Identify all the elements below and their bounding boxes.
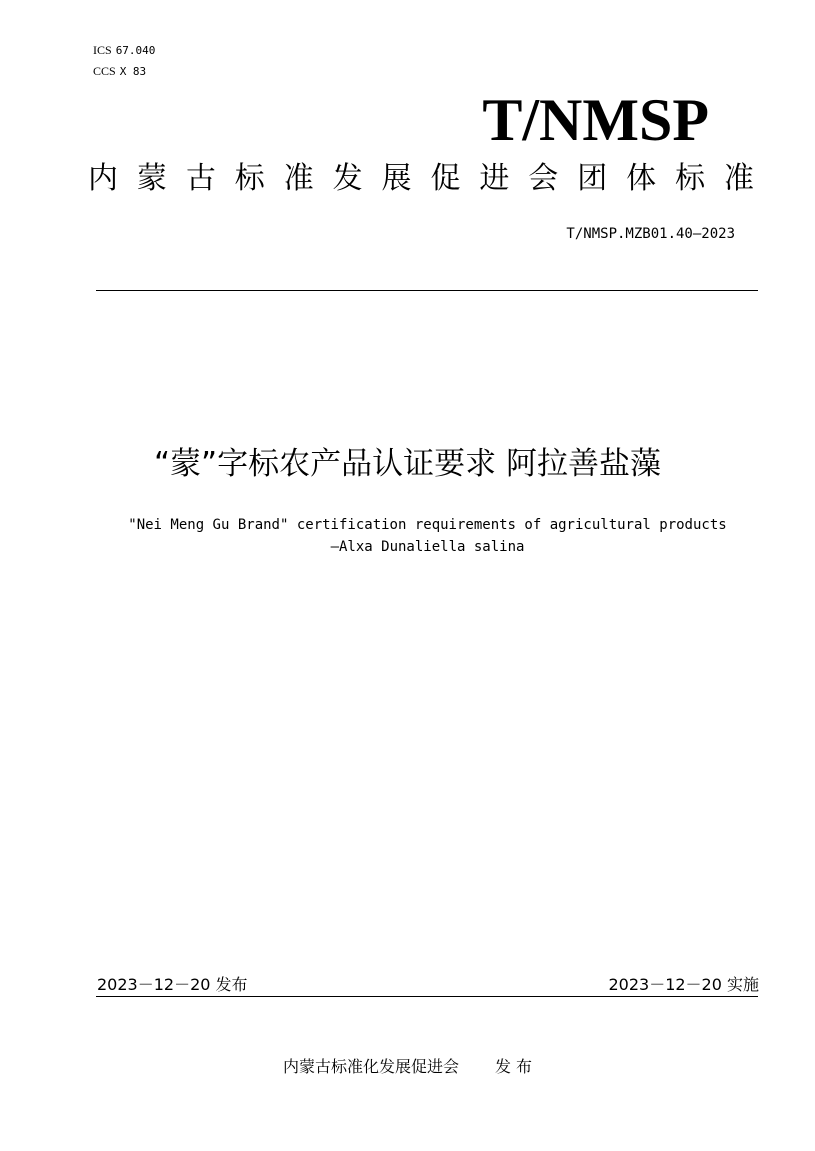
organization-standard-title — [88, 156, 754, 202]
org-title-char: 标 — [234, 161, 265, 196]
standard-number: T/NMSP.MZB01.40—2023 — [566, 226, 735, 242]
ccs-label: CCS — [93, 64, 116, 78]
publisher-name: 内蒙古标准化发展促进会 — [282, 1057, 459, 1076]
document-title-en — [40, 514, 815, 558]
publisher-line — [0, 1054, 815, 1077]
bottom-divider — [96, 996, 758, 997]
implement-date: 2023－12－20 实施 — [608, 975, 759, 994]
publish-date: 2023－12－20 发布 — [97, 975, 248, 994]
org-title-char: 会 — [528, 161, 559, 196]
title-en-line-1: "Nei Meng Gu Brand" certification requirements of agricultural products — [128, 517, 727, 533]
document-title-zh: “蒙”字标农产品认证要求 阿拉善盐藻 — [154, 446, 661, 482]
ccs-row — [93, 61, 155, 82]
org-title-char: 体 — [626, 161, 657, 196]
org-title-char: 团 — [577, 161, 608, 196]
org-title-char: 准 — [723, 161, 754, 196]
org-title-char: 发 — [332, 161, 363, 196]
ics-code: 67.040 — [115, 44, 156, 57]
org-title-char: 蒙 — [136, 161, 167, 196]
org-title-char: 古 — [185, 161, 216, 196]
publisher-action: 发 布 — [494, 1057, 533, 1076]
org-title-char: 展 — [381, 161, 412, 196]
ics-label: ICS — [93, 43, 112, 57]
title-en-line-2: —Alxa Dunaliella salina — [330, 539, 525, 555]
ccs-code: X 83 — [119, 65, 147, 78]
org-title-char: 促 — [430, 161, 461, 196]
ics-row — [93, 40, 155, 61]
org-title-char: 准 — [283, 161, 314, 196]
org-title-char: 内 — [88, 161, 118, 196]
classification-codes — [93, 40, 155, 82]
org-title-char: 进 — [479, 161, 510, 196]
standard-brand-code: T/NMSP — [482, 87, 709, 153]
top-divider — [96, 290, 758, 291]
org-title-char: 标 — [675, 161, 706, 196]
